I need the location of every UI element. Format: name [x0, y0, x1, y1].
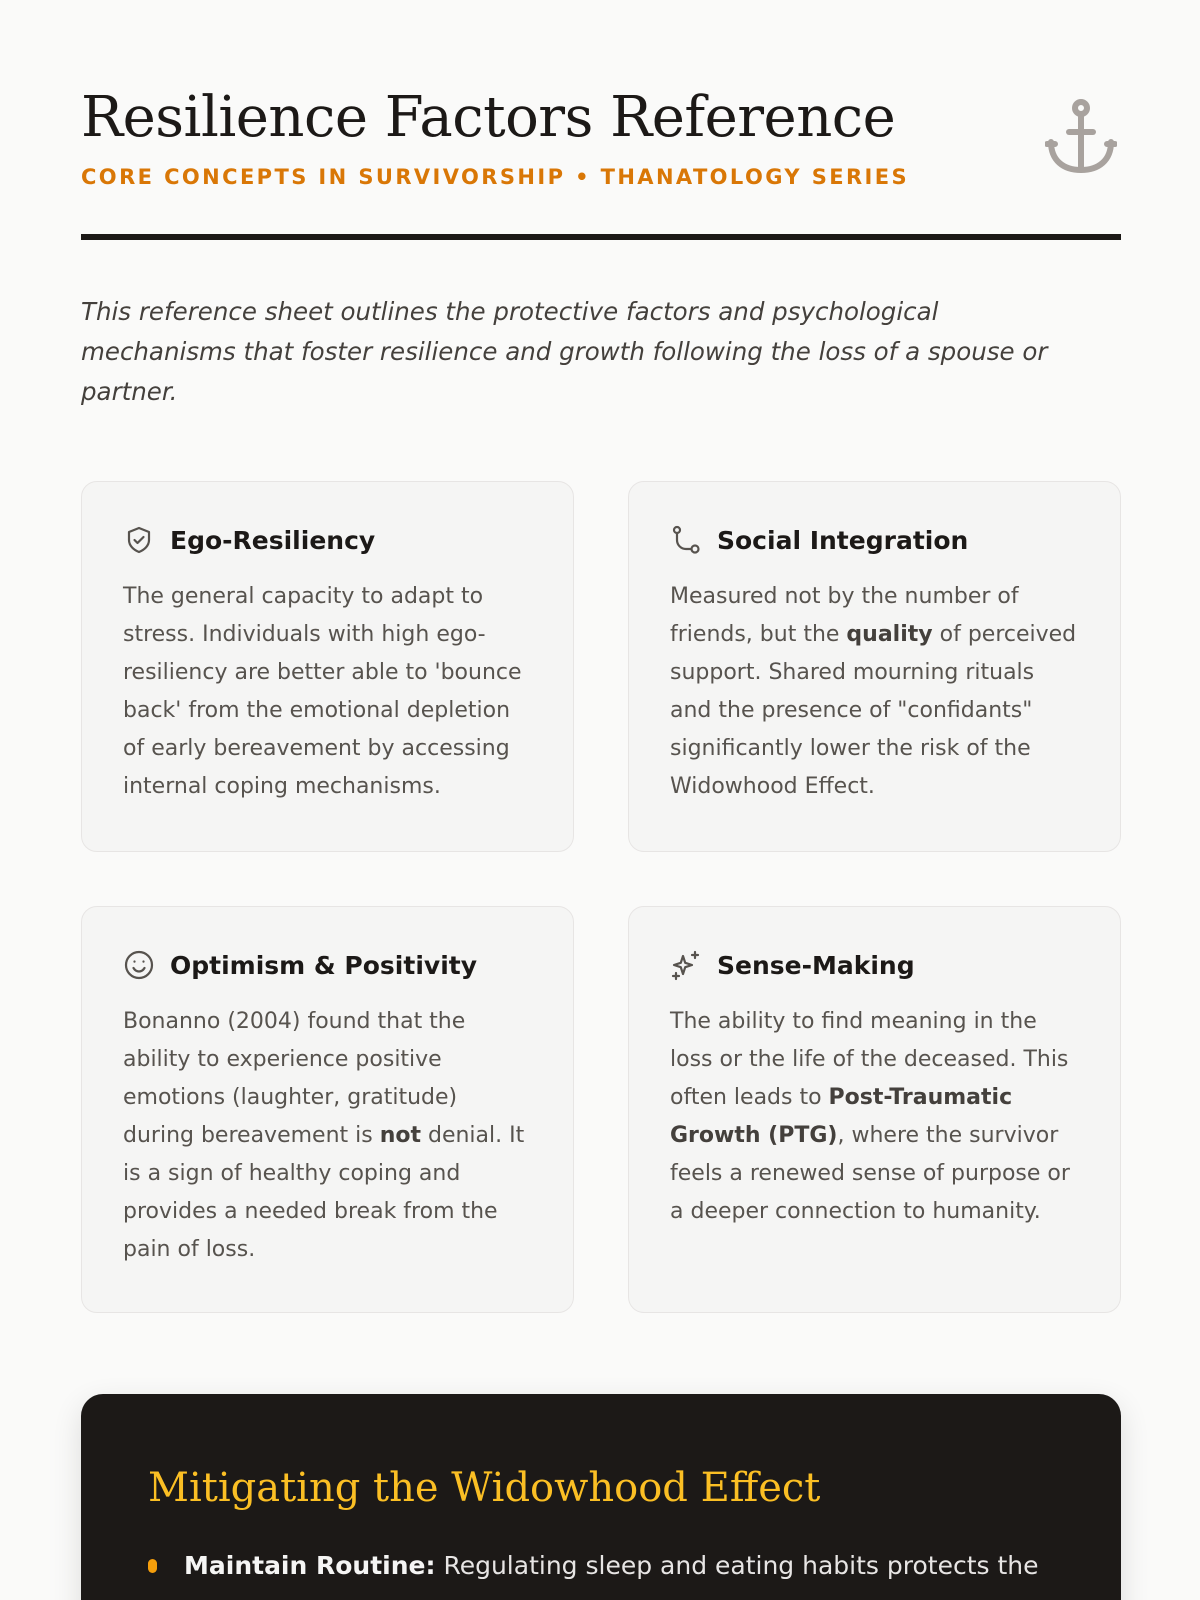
card-title: Sense-Making	[717, 950, 915, 980]
card-body	[123, 578, 533, 806]
body-text: The ability to find meaning in the loss or the life of the deceased. This often leads to	[670, 1009, 1069, 1110]
shield-check-icon	[123, 524, 155, 556]
mitigation-panel	[81, 1394, 1121, 1600]
factor-card-optimism	[81, 906, 574, 1313]
header-divider	[81, 234, 1121, 240]
body-text: The general capacity to adapt to stress. Individuals with high ego-resiliency are better able to 'bounce back' from the emotional depletion of early bereavement by accessing internal coping mechanisms.	[123, 584, 522, 799]
card-title: Social Integration	[717, 525, 969, 555]
card-header	[123, 520, 533, 560]
intro-text: This reference sheet outlines the protective factors and psychological mechanisms that foster resilience and growth following the loss of a spouse or partner.	[81, 297, 1048, 406]
emphasis-text: quality	[846, 622, 933, 647]
page-subtitle: CORE CONCEPTS IN SURVIVORSHIP • THANATOLOGY SERIES	[81, 165, 910, 189]
smile-icon	[123, 949, 155, 981]
body-text: denial. It is a sign of healthy coping and provides a needed break from the pain of loss.	[123, 1123, 525, 1262]
body-text: of perceived support. Shared mourning rituals and the presence of "confidants" significantly lower the risk of the Widowhood Effect.	[670, 622, 1077, 799]
mitigation-title: Mitigating the Widowhood Effect	[148, 1465, 821, 1511]
emphasis-text: Post-Traumatic Growth (PTG)	[670, 1085, 1013, 1148]
body-text: , where the survivor feels a renewed sense of purpose or a deeper connection to humanity.	[670, 1123, 1070, 1224]
card-header	[123, 945, 533, 985]
factor-card-social-integration	[628, 481, 1121, 852]
card-header	[670, 945, 1080, 985]
body-text: Bonanno (2004) found that the ability to experience positive emotions (laughter, gratitude) during bereavement is	[123, 1009, 466, 1148]
card-body	[670, 578, 1080, 806]
mitigation-list	[148, 1546, 1068, 1586]
card-header	[670, 520, 1080, 560]
anchor-icon	[1045, 98, 1117, 178]
mitigation-item	[148, 1546, 1068, 1586]
card-title: Ego-Resiliency	[170, 525, 376, 555]
factor-card-ego-resiliency	[81, 481, 574, 852]
body-text: Measured not by the number of friends, but the	[670, 584, 1019, 647]
emphasis-text: not	[379, 1123, 421, 1148]
route-icon	[670, 524, 702, 556]
factor-card-sense-making	[628, 906, 1121, 1313]
page	[81, 0, 1121, 1600]
sparkles-icon	[670, 949, 702, 981]
page-title: Resilience Factors Reference	[81, 85, 896, 150]
header	[81, 80, 1121, 240]
bullet-icon	[148, 1559, 157, 1573]
mitigation-item-text: Regulating sleep and eating habits protects the	[435, 1551, 1039, 1580]
mitigation-item-label: Maintain Routine:	[184, 1551, 436, 1580]
card-title: Optimism & Positivity	[170, 950, 478, 980]
card-body	[123, 1003, 533, 1269]
card-body	[670, 1003, 1080, 1231]
